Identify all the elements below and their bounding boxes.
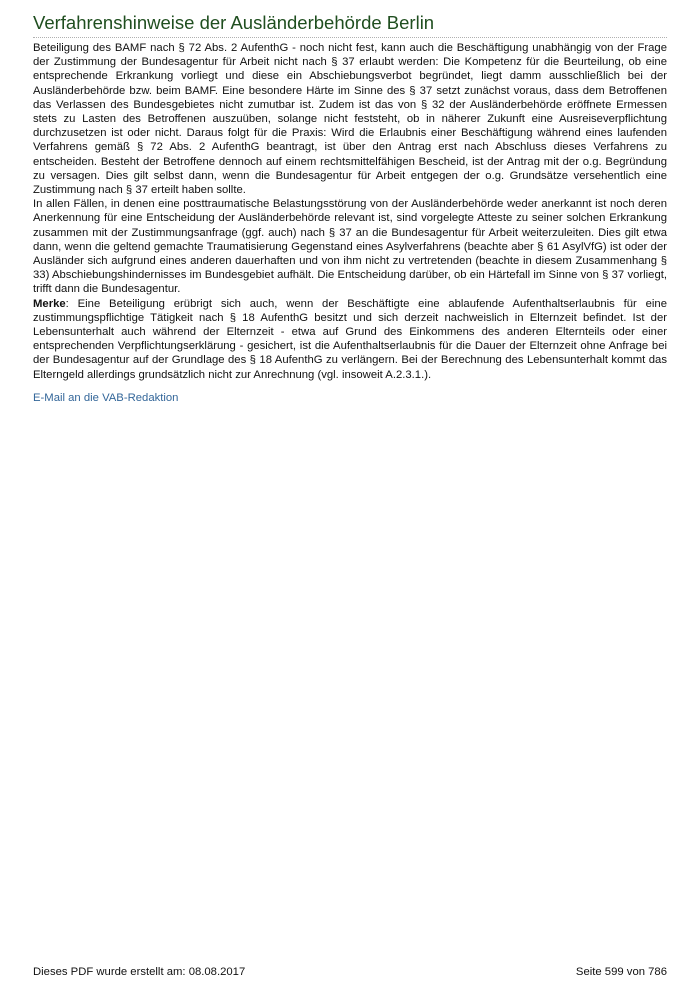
page-title: Verfahrenshinweise der Ausländerbehörde Berlin	[33, 12, 667, 38]
paragraph-merke	[33, 297, 667, 382]
paragraph-posttraumatisch: In allen Fällen, in denen eine posttraumatische Belastungsstörung von der Ausländerbehörde weder anerkannt ist noch deren Anerkennung für eine Entscheidung der Ausländerbehörde relevant ist, sind vorgelegte Atteste zu seiner solchen Erkrankung zusammen mit der Zustimmungsanfrage (ggf. auch) nach § 37 an die Bundesagentur für Arbeit weiterzuleiten. Dies gilt etwa dann, wenn die geltend gemachte Traumatisierung Gegenstand eines Asylverfahrens (beachte aber § 61 AsylVfG) ist oder der Ausländer sich aufgrund eines anderen dauerhaften und von ihm nicht zu vertretenden (beachte in diesem Zusammenhang § 33) Abschiebungshindernisses im Bundesgebiet aufhält. Die Entscheidung darüber, ob ein Härtefall im Sinne von § 37 vorliegt, trifft dann die Bundesagentur.	[33, 198, 667, 296]
merke-text: : Eine Beteiligung erübrigt sich auch, wenn der Beschäftigte eine ablaufende Aufenthaltserlaubnis für eine zustimmungspflichtige Tätigkeit nach § 18 AufenthG besitzt und sich derzeit nachweislich in Elternzeit befindet. Ist der Lebensunterhalt auch während der Elternzeit - etwa auf Grund des Einkommens des anderen Elternteils oder einer entsprechenden Verpflichtungserklärung - gesichert, ist die Aufenthaltserlaubnis für die Dauer der Elternzeit ohne Anfrage bei der Bundesagentur auf der Grundlage des § 18 AufenthG zu verlängern. Bei der Berechnung des Lebensunterhalt kommt das Elterngeld allerdings grundsätzlich nicht zur Anrechnung (vgl. insoweit A.2.3.1.).	[33, 297, 667, 381]
document-body	[33, 41, 667, 405]
footer-created-date: Dieses PDF wurde erstellt am: 08.08.2017	[33, 966, 246, 978]
merke-label: Merke	[33, 297, 66, 310]
footer-page-number: Seite 599 von 786	[575, 966, 667, 978]
email-redaktion-link[interactable]: E-Mail an die VAB-Redaktion	[33, 391, 179, 404]
paragraph-beteiligung: Beteiligung des BAMF nach § 72 Abs. 2 AufenthG - noch nicht fest, kann auch die Beschäftigung unabhängig von der Frage der Zustimmung der Bundesagentur für Arbeit nicht nach § 37 erlaubt werden: Die Kompetenz für die Beurteilung, ob eine entsprechende Erkrankung vorliegt und diese ein Abschiebungsverbot begründet, liegt damm ausschließlich bei der Ausländerbehörde bzw. beim BAMF. Eine besondere Härte im Sinne des § 37 setzt zunächst voraus, dass dem Betroffenen das Verlassen des Bundesgebietes nicht zumutbar ist. Zudem ist das von § 32 der Ausländerbehörde eröffnete Ermessen stets zu Lasten des Betroffenen auszuüben, solange nicht feststeht, ob in näherer Zukunft eine Ausreiseverpflichtung durchzusetzen ist oder nicht. Daraus folgt für die Praxis: Wird die Erlaubnis einer Beschäftigung während eines laufenden Verfahrens gemäß § 72 Abs. 2 AufenthG beantragt, ist über den Antrag erst nach Abschluss dieses Verfahrens zu entscheiden. Besteht der Betroffene dennoch auf einem rechtsmittelfähigen Bescheid, ist der Antrag mit der o.g. Begründung zu versagen. Dies gilt selbst dann, wenn die Bundesagentur für Arbeit entgegen der o.g. Grundsätze versehentlich eine Zustimmung nach § 37 erteilt haben sollte.	[33, 42, 667, 197]
